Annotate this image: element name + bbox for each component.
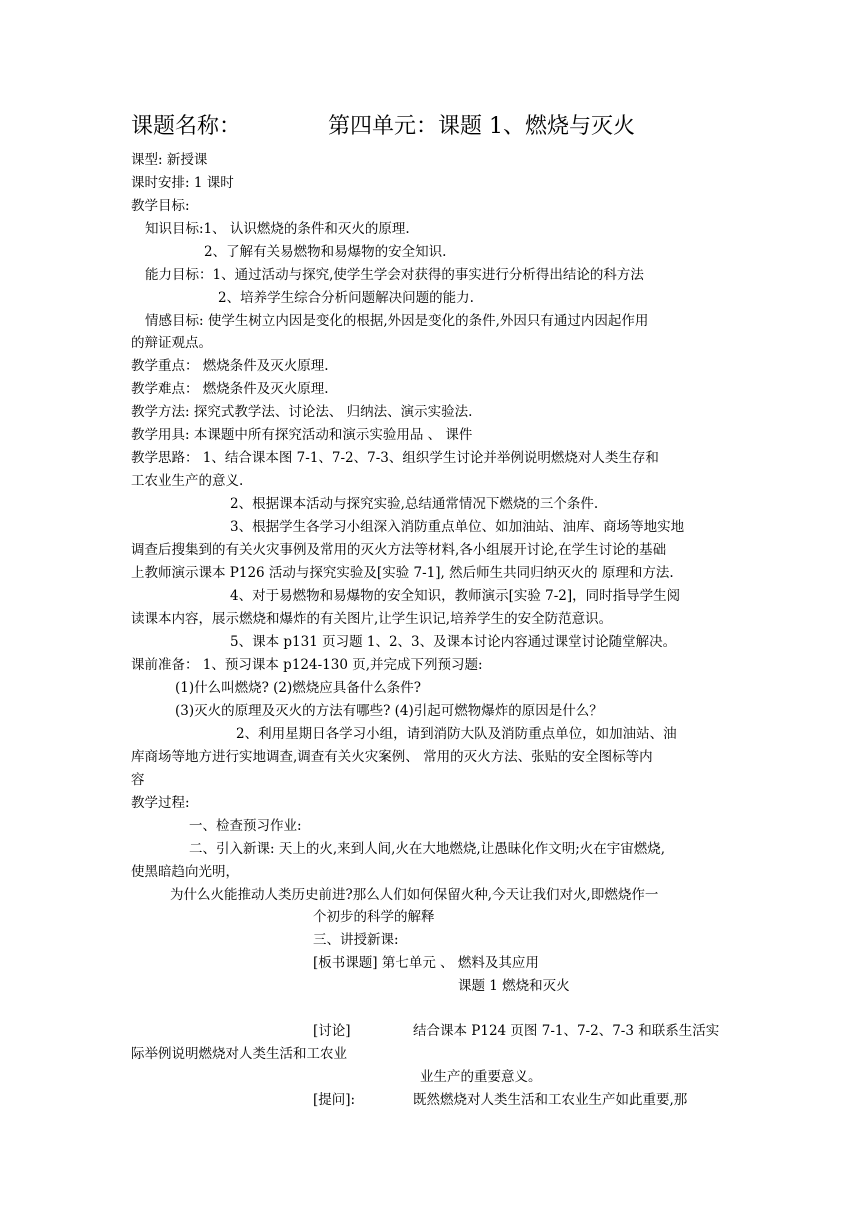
process-step-1: 一、检查预习作业:	[189, 818, 302, 834]
approach-line-3-cont: 调查后搜集到的有关火灾事例及常用的灭火方法等材料,各小组展开讨论,在学生讨论的基础	[131, 542, 667, 558]
discussion-label: [讨论]	[313, 1023, 351, 1039]
preparation-line-2-cont: 库商场等地方进行实地调查,调查有关火灾案例、 常用的灭火方法、张贴的安全图标等内	[131, 749, 653, 765]
title-label: 课题名称：	[131, 114, 242, 139]
emotion-goal-cont: 的辩证观点。	[131, 335, 212, 351]
discussion-text-cont2: 业生产的重要意义。	[420, 1069, 542, 1085]
preview-question-1-2: (1)什么叫燃烧? (2)燃烧应具备什么条件?	[175, 680, 422, 696]
objectives-heading: 教学目标:	[131, 198, 190, 214]
discussion-text: 结合课本 P124 页图 7-1、7-2、7-3 和联系生活实	[413, 1023, 720, 1039]
board-subtitle-line: 课题 1 燃烧和灭火	[458, 978, 570, 994]
preview-question-3-4: (3)灭火的原理及灭火的方法有哪些? (4)引起可燃物爆炸的原因是什么？	[175, 703, 603, 719]
process-step-3: 三、讲授新课:	[313, 932, 399, 948]
board-title-line: [板书课题] 第七单元 、 燃料及其应用	[313, 955, 539, 971]
approach-line-3-cont2: 上教师演示课本 P126 活动与探究实验及[实验 7-1], 然后师生共同归纳灭火的 原理和方法.	[131, 565, 674, 581]
question-text: 既然燃烧对人类生活和工农业生产如此重要,那	[413, 1092, 688, 1108]
page-title: 第四单元：课题 1、燃烧与灭火	[328, 114, 635, 139]
methods-line: 教学方法: 探究式教学法、讨论法、 归纳法、演示实验法.	[131, 404, 473, 420]
schedule-line: 课时安排: 1 课时	[131, 175, 234, 191]
process-heading: 教学过程:	[131, 795, 190, 811]
approach-line-1-cont: 工农业生产的意义.	[131, 473, 244, 489]
preparation-line-1: 课前准备： 1、预习课本 p124-130 页,并完成下列预习题:	[131, 657, 483, 673]
tools-line: 教学用具: 本课题中所有探究活动和演示实验用品 、 课件	[131, 427, 473, 443]
question-label: [提问]:	[313, 1092, 356, 1108]
difficulties-line: 教学难点： 燃烧条件及灭火原理.	[131, 381, 329, 397]
process-step-2-cont: 使黑暗趋向光明，	[131, 864, 239, 880]
approach-line-1: 教学思路： 1、结合课本图 7-1、7-2、7-3、组织学生讨论并举例说明燃烧对人类生存和	[131, 450, 659, 466]
approach-line-3: 3、根据学生各学习小组深入消防重点单位、如加油站、油库、商场等地实地	[230, 519, 685, 535]
knowledge-goal-1: 知识目标:1、 认识燃烧的条件和灭火的原理.	[145, 221, 410, 237]
approach-line-4-cont: 读课本内容，展示燃烧和爆炸的有关图片,让学生识记,培养学生的安全防范意识。	[131, 611, 613, 627]
course-type-line: 课型: 新授课	[131, 152, 208, 168]
emotion-goal: 情感目标: 使学生树立内因是变化的根据,外因是变化的条件,外因只有通过内因起作用	[145, 313, 649, 329]
approach-line-2: 2、根据课本活动与探究实验,总结通常情况下燃烧的三个条件.	[230, 496, 599, 512]
process-step-2: 二、引入新课: 天上的火,来到人间,火在大地燃烧,让愚昧化作文明;火在宇宙燃烧,	[189, 841, 666, 857]
approach-line-5: 5、课本 p131 页习题 1、2、3、及课本讨论内容通过课堂讨论随堂解决。	[230, 634, 677, 650]
knowledge-goal-2: 2、了解有关易燃物和易爆物的安全知识.	[204, 244, 447, 260]
key-points-line: 教学重点： 燃烧条件及灭火原理.	[131, 358, 329, 374]
process-step-2-cont3: 个初步的科学的解释	[313, 909, 435, 925]
process-step-2-cont2: 为什么火能推动人类历史前进?那么人们如何保留火种,今天让我们对火,即燃烧作一	[170, 887, 659, 903]
approach-line-4: 4、对于易燃物和易爆物的安全知识，教师演示[实验 7-2]，同时指导学生阅	[230, 588, 681, 604]
preparation-line-2-cont2: 容	[131, 772, 145, 788]
ability-goal-2: 2、培养学生综合分析问题解决问题的能力.	[218, 290, 474, 306]
preparation-line-2: 2、利用星期日各学习小组，请到消防大队及消防重点单位，如加油站、油	[236, 726, 677, 742]
ability-goal-1: 能力目标：1、通过活动与探究,使学生学会对获得的事实进行分析得出结论的科方法	[145, 267, 644, 283]
discussion-text-cont: 际举例说明燃烧对人类生活和工农业	[131, 1046, 347, 1062]
